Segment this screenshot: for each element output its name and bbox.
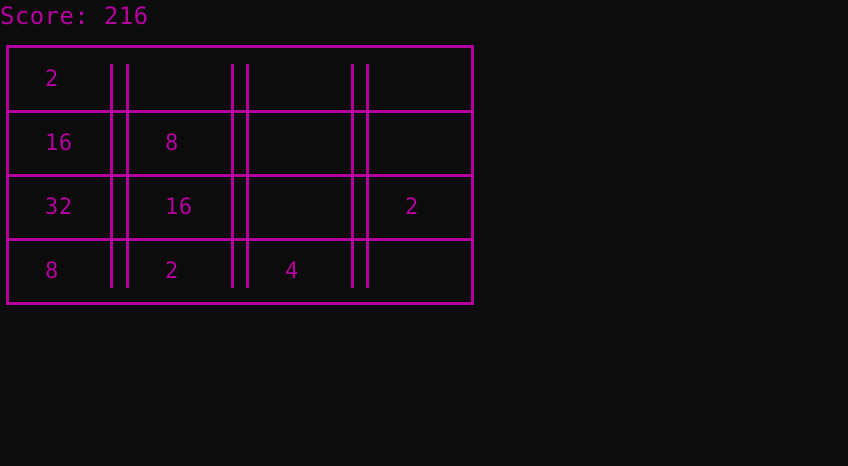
score-display: Score: 216 (0, 2, 149, 30)
board-border-bottom (6, 302, 474, 305)
board-cell: 2 (165, 259, 179, 284)
board-cell: 2 (405, 195, 419, 220)
row-divider (6, 238, 474, 241)
board-cell: 2 (45, 67, 59, 92)
board-cell: 4 (285, 259, 299, 284)
board-border-top (6, 45, 474, 48)
row-divider (6, 110, 474, 113)
row-divider (6, 174, 474, 177)
board-cell: 8 (45, 259, 59, 284)
board-cell: 8 (165, 131, 179, 156)
board-cell: 16 (45, 131, 73, 156)
board-cell: 32 (45, 195, 73, 220)
board-cell: 16 (165, 195, 193, 220)
